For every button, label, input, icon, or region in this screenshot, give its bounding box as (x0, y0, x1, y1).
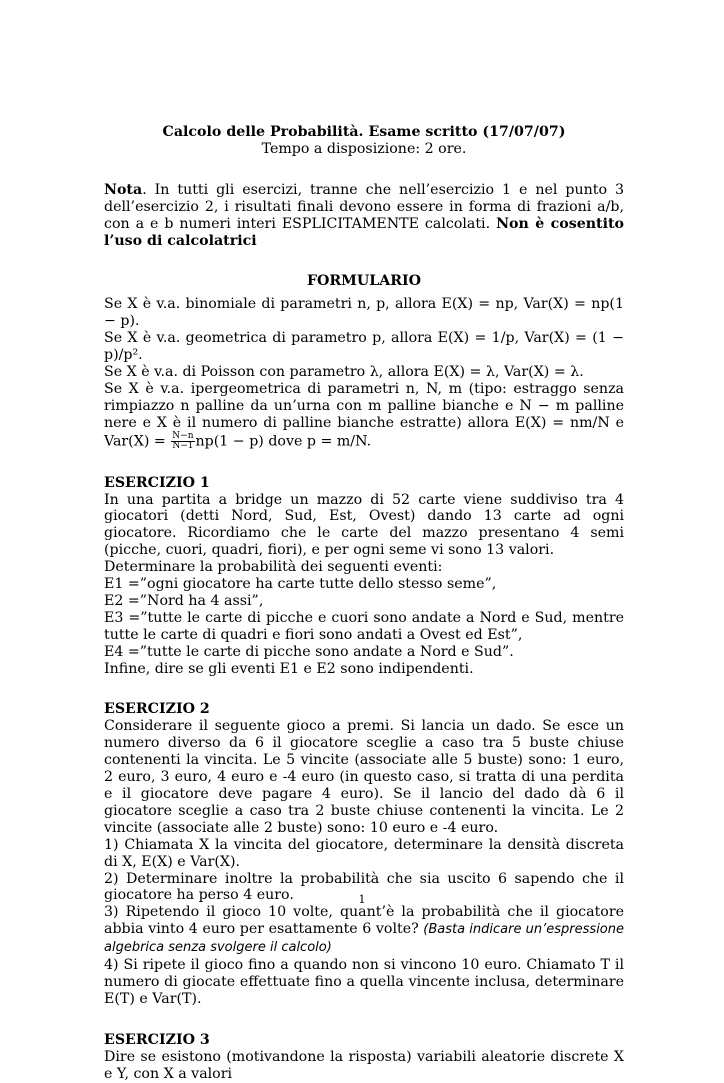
formula-poisson: Se X è v.a. di Poisson con parametro λ, allora E(X) = λ, Var(X) = λ. (104, 363, 584, 380)
nota-label: Nota (104, 181, 143, 198)
page-number: 1 (358, 893, 366, 906)
fraction-denominator: N−1 (172, 440, 194, 451)
exam-page (104, 124, 624, 1083)
nota-warning: Non è cosentito l’uso di calcolatrici (104, 215, 625, 249)
esercizio-2-q2: 2) Determinare inoltre la probabilità che sia uscito 6 sapendo che il giocatore ha perso 4 euro. (104, 870, 624, 904)
esercizio-2-title: ESERCIZIO 2 (104, 701, 210, 718)
esercizio-3-intro: Dire se esistono (motivandone la risposta) variabili aleatorie discrete X e Y, con X a valori (104, 1048, 624, 1082)
event-e1: E1 =”ogni giocatore ha carte tutte dello stesso seme”, (104, 576, 497, 593)
esercizio-2-intro: Considerare il seguente gioco a premi. Si lancia un dado. Se esce un numero diverso da 6 il giocatore sceglie a caso tra 5 buste chiuse contenenti la vincita. Le 5 vincite (associate alle 5 buste) sono: 1 euro, 2 euro, 3 euro, 4 euro e -4 euro (in questo caso, si tratta di una perdita e il giocatore deve pagare 4 euro). Se il lancio del dado dà 6 il giocatore sceglie a caso tra 2 buste chiuse contenenti la vincita. Le 2 vincite (associate alle 2 buste) sono: 10 euro e -4 euro. (104, 718, 624, 836)
exam-title: Calcolo delle Probabilità. Esame scritto (17/07/07) (162, 124, 566, 140)
esercizio-2-q3-text: 3) Ripetendo il gioco 10 volte, quant’è la probabilità che il giocatore abbia vinto 4 euro per esattamente 6 volte? (104, 904, 624, 938)
nota-paragraph (104, 182, 624, 250)
esercizio-2-q1: 1) Chiamata X la vincita del giocatore, determinare la densità discreta di X, E(X) e Var(X). (104, 836, 624, 870)
formula-geometrica: Se X è v.a. geometrica di parametro p, allora E(X) = 1/p, Var(X) = (1 − p)/p². (104, 330, 624, 364)
esercizio-1-title: ESERCIZIO 1 (104, 474, 210, 491)
fraction-numerator: N−n (172, 430, 194, 441)
formula-ipergeometrica-b: np(1 − p) dove p = m/N. (195, 433, 372, 450)
formula-ipergeometrica-a: Se X è v.a. ipergeometrica di parametri n, N, m (tipo: estraggo senza rimpiazzo n palline da un’urna con m palline bianche e N − m palline nere e X è il numero di palline bianche estratte) allora E(X) = nm/N e Var(X) = (104, 380, 624, 450)
event-e2: E2 =”Nord ha 4 assi”, (104, 592, 264, 609)
fraction (171, 432, 194, 451)
formulario-title: FORMULARIO (306, 273, 422, 290)
esercizio-1-ask: Determinare la probabilità dei seguenti eventi: (104, 559, 443, 576)
event-e3: E3 =”tutte le carte di picche e cuori sono andate a Nord e Sud, mentre tutte le carte di quadri e fiori sono andati a Ovest ed Est”, (104, 609, 624, 643)
esercizio-1-intro: In una partita a bridge un mazzo di 52 carte viene suddiviso tra 4 giocatori (detti Nord, Sud, Est, Ovest) dando 13 carte ad ogni giocatore. Ricordiamo che le carte del mazzo presentano 4 semi (picche, cuori, quadri, fiori), e per ogni seme vi sono 13 valori. (104, 491, 624, 559)
esercizio-2-q3 (104, 904, 624, 957)
esercizio-1-final: Infine, dire se gli eventi E1 e E2 sono indipendenti. (104, 660, 474, 677)
event-e4: E4 =”tutte le carte di picche sono andate a Nord e Sud”. (104, 643, 514, 660)
formula-ipergeometrica (104, 381, 624, 451)
formula-binomiale: Se X è v.a. binomiale di parametri n, p, allora E(X) = np, Var(X) = np(1 − p). (104, 296, 624, 330)
nota-text: . In tutti gli esercizi, tranne che nell’esercizio 1 e nel punto 3 dell’esercizio 2, i risultati finali devono essere in forma di frazioni a/b, con a e b numeri interi ESPLICITAMENTE calcolati. (104, 181, 624, 232)
esercizio-2-q3-hint: (Basta indicare un’espressione algebrica senza svolgere il calcolo) (104, 922, 625, 956)
esercizio-2-q4: 4) Si ripete il gioco fino a quando non si vincono 10 euro. Chiamato T il numero di giocate effettuate fino a quella vincente inclusa, determinare E(T) e Var(T). (104, 957, 624, 1007)
esercizio-3-title: ESERCIZIO 3 (104, 1031, 210, 1048)
exam-subtitle: Tempo a disposizione: 2 ore. (261, 140, 467, 157)
